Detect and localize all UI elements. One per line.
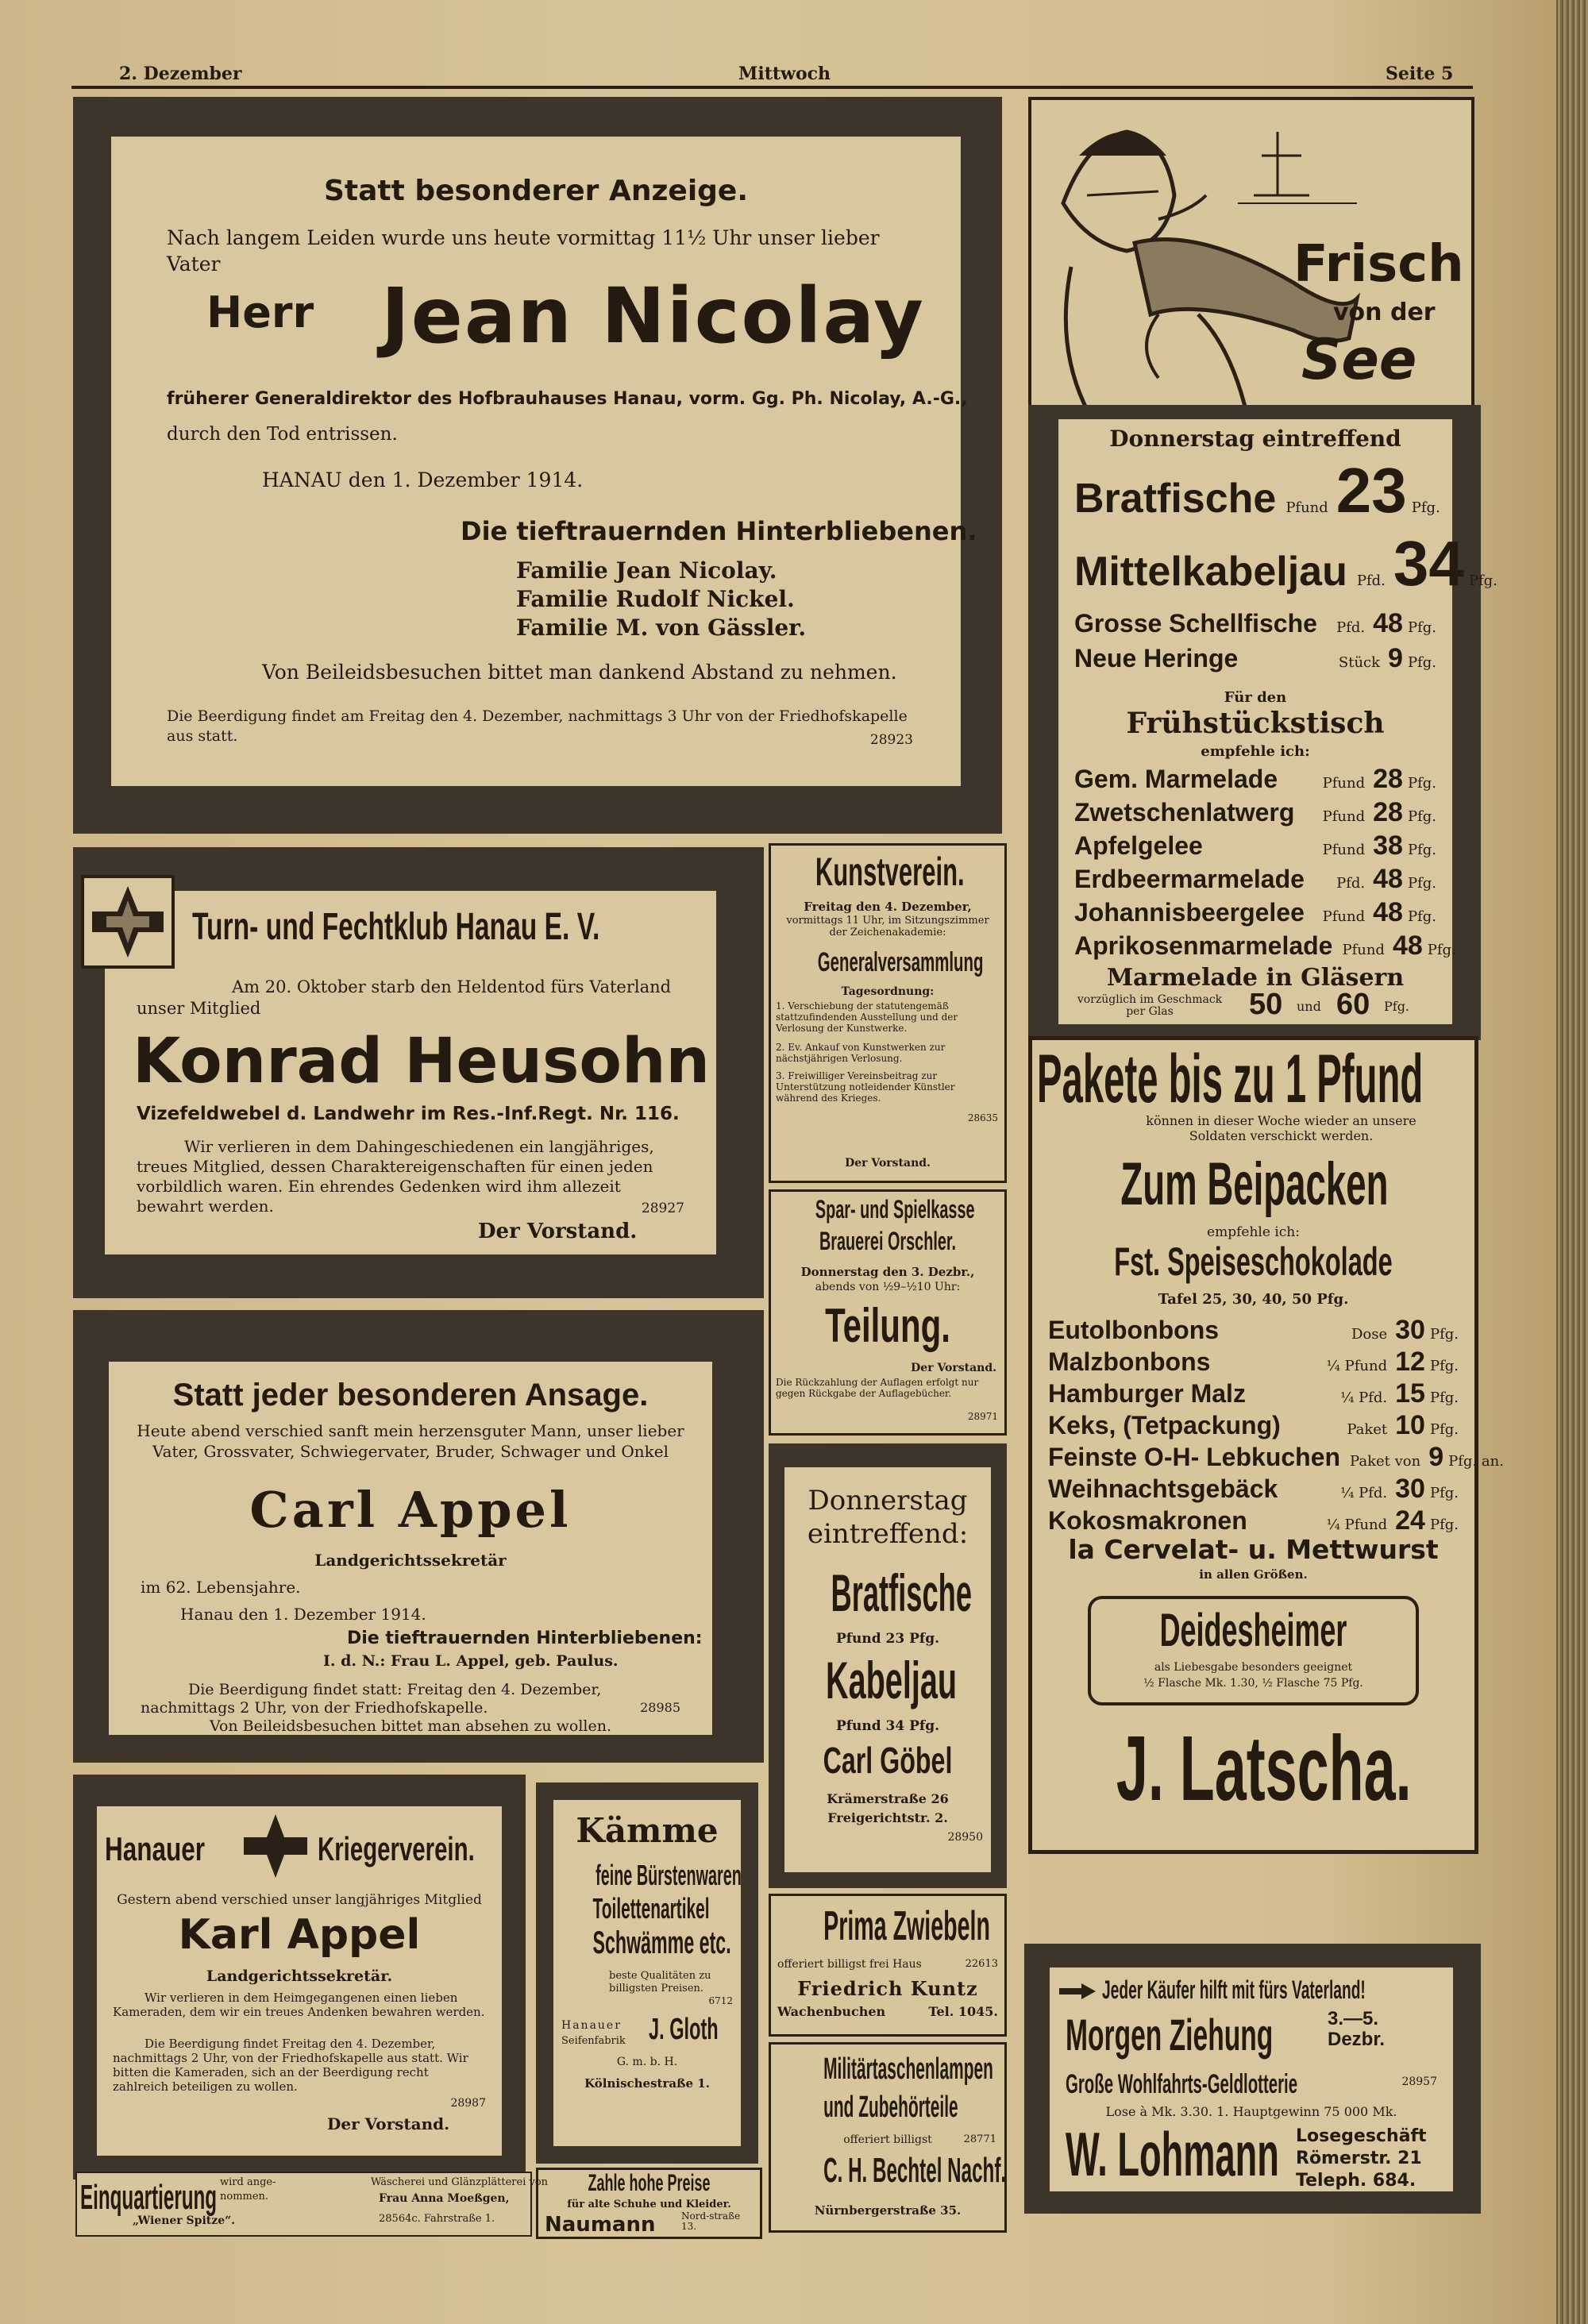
ad-appel-frame — [73, 1310, 764, 1763]
ad-goebel-addr1: Krämerstraße 26 — [827, 1791, 949, 1806]
ad-lohmann-dates: 3.—5. Dezbr. — [1328, 2008, 1386, 2051]
ad-lohmann-name: W. Lohmann — [1066, 2119, 1279, 2189]
item-currency: Pfg. — [1407, 908, 1436, 925]
ad-nicolay-intro: Nach langem Leiden wurde uns heute vormittag 11½ Uhr unser lieber Vater — [167, 226, 880, 276]
item-unit: Pfund — [1285, 499, 1328, 516]
ad-einquartierung-right2: Frau Anna Moeßgen, — [379, 2192, 510, 2205]
item-unit: ¼ Pfund — [1326, 1358, 1388, 1374]
ad-nicolay-role: früherer Generaldirektor des Hofbrauhauses Hanau, vorm. Gg. Ph. Nicolay, A.-G., — [167, 389, 968, 409]
item-price: 38 — [1373, 831, 1403, 861]
ad-frisch-breakfast-title: Frühstückstisch — [1126, 707, 1385, 740]
ad-nicolay-title: Statt besonderer Anzeige. — [323, 175, 749, 207]
ad-spar-title2: Brauerei Orschler. — [819, 1227, 957, 1255]
price-row — [1074, 643, 1436, 674]
ad-lohmann-lottery: Große Wohlfahrts-Geldlotterie — [1066, 2069, 1298, 2099]
ad-einquartierung-big: Einquartierung — [80, 2178, 218, 2217]
ad-kunstverein-item2: 2. Ev. Ankauf von Kunstwerken zur nächstjährigen Verlosung. — [776, 1042, 946, 1064]
item-currency: Pfg. — [1407, 619, 1436, 636]
item-name: Weihnachtsgebäck — [1048, 1474, 1278, 1503]
item-name: Bratfische — [1074, 476, 1277, 522]
ad-bechtel-title1: Militärtaschenlampen — [823, 2052, 993, 2086]
ad-lohmann-frame — [1024, 1944, 1481, 2214]
item-unit: Pfund — [1322, 808, 1366, 825]
ad-spar-body: Die Rückzahlung der Auflagen erfolgt nur gegen Rückgabe der Auflagebücher. — [776, 1377, 979, 1399]
iron-cross-icon — [240, 1810, 311, 1882]
item-currency: Pfg. — [1411, 499, 1440, 516]
ad-krieger-title-left: Hanauer — [105, 1830, 206, 1867]
item-name: Grosse Schellfische — [1074, 609, 1317, 638]
ad-krieger-code: 28987 — [450, 2097, 486, 2110]
ad-goebel-fish1: Bratfische — [831, 1563, 973, 1622]
ad-naumann-addr: Nord-straße 13. — [681, 2210, 741, 2233]
ad-krieger — [97, 1806, 502, 2156]
ad-kunstverein-subtitle: Generalversammlung — [817, 947, 984, 977]
ad-frisch-title1: Frisch — [1293, 235, 1464, 294]
ad-latscha-name: J. Latscha. — [1116, 1717, 1412, 1820]
ad-appel-widow: I. d. N.: Frau L. Appel, geb. Paulus. — [323, 1652, 619, 1670]
item-currency: Pfg. — [1429, 1485, 1459, 1501]
ad-frisch-breakfast-pre: Für den — [1224, 689, 1287, 706]
ad-appel-mourners: Die tieftrauernden Hinterbliebenen: — [347, 1628, 703, 1648]
ad-latscha-recommend: empfehle ich: — [1207, 1224, 1300, 1240]
ad-kaemme-line1: feine Bürstenwaren — [596, 1859, 742, 1891]
ad-goebel-addr2: Freigerichtstr. 2. — [827, 1810, 948, 1825]
item-unit: Pfund — [1322, 775, 1366, 792]
item-currency: Pfg. — [1407, 775, 1436, 792]
ad-frisch — [1058, 419, 1497, 1024]
item-price: 10 — [1395, 1410, 1425, 1440]
ad-bechtel — [769, 2042, 1007, 2233]
item-name: Erdbeermarmelade — [1074, 865, 1305, 893]
item-name: Mittelkabeljau — [1074, 549, 1347, 595]
item-unit: Pfund — [1342, 942, 1385, 958]
ad-nicolay-mourners: Die tieftrauernden Hinterbliebenen. — [461, 516, 977, 546]
price-row — [1048, 1442, 1504, 1473]
item-price: 9 — [1388, 643, 1403, 673]
ad-lohmann-prices: Lose à Mk. 3.30. 1. Hauptgewinn 75 000 Mk. — [1105, 2104, 1397, 2119]
ad-spar-big: Teilung. — [825, 1299, 950, 1352]
item-currency: Pfg. — [1468, 572, 1497, 589]
ad-appel — [109, 1362, 712, 1735]
page-edge — [1556, 0, 1588, 2324]
ad-goebel-line2: eintreffend: — [807, 1518, 969, 1550]
ad-krieger-body: Wir verlieren in dem Heimgegangenen einen lieben Kameraden, dem wir ein treues Andenken bewahren werden. — [113, 1991, 485, 2019]
ad-heusohn-club: Turn- und Fechtklub Hanau E. V. — [192, 906, 600, 948]
ad-bechtel-title2: und Zubehörteile — [823, 2091, 958, 2124]
price-row — [1048, 1505, 1459, 1536]
ad-appel-code: 28985 — [640, 1700, 680, 1715]
item-unit: Pfd. — [1336, 619, 1366, 636]
ad-spar-line1: Donnerstag den 3. Dezbr., — [800, 1265, 975, 1279]
ad-latscha-title: Pakete bis zu 1 Pfund — [1037, 1041, 1424, 1117]
price-row — [1048, 1378, 1459, 1409]
ad-goebel-code: 28950 — [947, 1831, 983, 1844]
ad-kunstverein-line1: Freitag den 4. Dezember, — [804, 900, 972, 914]
ad-frisch-jar-p2: 60 — [1336, 988, 1370, 1021]
price-row — [1048, 1410, 1459, 1441]
ad-latscha-choc-prices: Tafel 25, 30, 40, 50 Pfg. — [1158, 1291, 1349, 1308]
ad-goebel-frame — [769, 1443, 1007, 1888]
item-price: 9 — [1428, 1442, 1444, 1472]
ad-zwiebeln — [769, 1894, 1007, 2037]
ad-frisch-jar-title: Marmelade in Gläsern — [1106, 964, 1405, 992]
ad-kaemme-line2: Toilettenartikel — [592, 1892, 710, 1925]
price-row — [1074, 797, 1436, 828]
ad-appel-role: Landgerichtssekretär — [314, 1551, 507, 1570]
price-row — [1074, 831, 1436, 861]
item-price: 15 — [1395, 1378, 1425, 1409]
ad-spar-title1: Spar- und Spielkasse — [815, 1195, 975, 1224]
ad-zwiebeln-name: Friedrich Kuntz — [797, 1977, 978, 2000]
ad-naumann-name: Naumann — [545, 2213, 656, 2237]
ad-goebel-price2: Pfund 34 Pfg. — [835, 1718, 940, 1734]
ad-kunstverein-code: 28635 — [967, 1112, 998, 1123]
ad-nicolay-funeral: Die Beerdigung findet am Freitag den 4. Dezember, nachmittags 3 Uhr von der Friedhofskapelle aus statt. — [167, 707, 908, 745]
ad-nicolay-place: HANAU den 1. Dezember 1914. — [262, 468, 584, 491]
ad-zwiebeln-tel: Tel. 1045. — [928, 2004, 998, 2019]
ad-kaemme-code: 6712 — [708, 1995, 733, 2006]
ad-kaemme-line3: Schwämme etc. — [592, 1925, 731, 1960]
ad-zwiebeln-town: Wachenbuchen — [777, 2004, 886, 2019]
ad-heusohn-body: Wir verlieren in dem Dahingeschiedenen ein langjähriges, treues Mitglied, dessen Charaktereigenschaften für einen jeden vorbildlich waren. Ein ehrendes Gedenken wird ihm allezeit bewahrt werden. — [137, 1137, 654, 1216]
item-price: 30 — [1395, 1315, 1425, 1345]
ad-zwiebeln-title: Prima Zwiebeln — [823, 1903, 990, 1949]
ad-spar-line2: abends von ½9–½10 Uhr: — [815, 1281, 961, 1293]
price-row — [1074, 608, 1436, 639]
item-name: Malzbonbons — [1048, 1347, 1211, 1376]
price-row — [1048, 1315, 1459, 1346]
item-currency: Pfg. — [1429, 1421, 1459, 1438]
header-page: Seite 5 — [1386, 64, 1454, 84]
ad-appel-condolence: Von Beileidsbesuchen bittet man absehen zu wollen. — [209, 1717, 612, 1735]
price-row — [1048, 1474, 1459, 1505]
ad-kunstverein-title: Kunstverein. — [815, 850, 965, 894]
ad-nicolay-torn: durch den Tod entrissen. — [167, 424, 398, 445]
price-row — [1074, 527, 1497, 600]
ad-latscha-wine-price: ½ Flasche Mk. 1.30, ½ Flasche 75 Pfg. — [1143, 1677, 1363, 1690]
ad-einquartierung-left2: nommen. — [220, 2191, 269, 2203]
ad-kaemme — [553, 1800, 741, 2146]
ad-frisch-jar-p1: 50 — [1249, 988, 1283, 1021]
ad-heusohn — [105, 891, 716, 1254]
ad-latscha-sausage: la Cervelat- u. Mettwurst — [1068, 1534, 1439, 1565]
ad-kaemme-name: J. Gloth — [649, 2013, 719, 2046]
item-price: 34 — [1393, 528, 1464, 599]
price-row — [1074, 931, 1456, 962]
ad-heusohn-frame — [73, 847, 764, 1298]
ad-krieger-intro: Gestern abend verschied unser langjähriges Mitglied — [117, 1892, 482, 1908]
ad-appel-name: Carl Appel — [249, 1481, 572, 1539]
ad-lohmann-addr2: Römerstr. 21 — [1296, 2149, 1422, 2168]
item-name: Hamburger Malz — [1048, 1379, 1246, 1408]
ad-spar-code: 28971 — [967, 1411, 998, 1422]
header-date: 2. Dezember — [119, 64, 242, 84]
item-currency: Pfg. — [1407, 875, 1436, 892]
ad-latscha-subtitle: können in dieser Woche wieder an unsere Soldaten verschickt werden. — [1146, 1113, 1416, 1144]
item-name: Zwetschenlatwerg — [1074, 798, 1295, 827]
price-row — [1074, 454, 1440, 527]
ad-frisch-banner — [1028, 97, 1474, 421]
item-name: Keks, (Tetpackung) — [1048, 1411, 1281, 1439]
ad-zwiebeln-line1: offeriert billigst frei Haus — [777, 1958, 922, 1971]
header-rule — [71, 86, 1473, 89]
item-name: Apfelgelee — [1074, 831, 1203, 860]
ad-heusohn-sign: Der Vorstand. — [478, 1220, 638, 1243]
item-currency: Pfg. — [1407, 808, 1436, 825]
ad-kunstverein-sign: Der Vorstand. — [845, 1157, 931, 1170]
ad-latscha-big: Zum Beipacken — [1120, 1150, 1389, 1218]
ad-krieger-role: Landgerichtssekretär. — [206, 1967, 393, 1985]
ad-kunstverein-line2: vormittags 11 Uhr, im Sitzungszimmer der Zeichenakademie: — [786, 915, 989, 938]
ad-nicolay — [111, 137, 977, 786]
item-currency: Pfg. — [1429, 1389, 1459, 1406]
item-unit: Pfd. — [1336, 875, 1366, 892]
item-currency: Pfg. — [1407, 842, 1436, 858]
ad-frisch-jar-und: und — [1297, 999, 1321, 1014]
item-name: Neue Heringe — [1074, 644, 1239, 673]
item-price: 28 — [1373, 764, 1403, 794]
item-name: Kokosmakronen — [1048, 1506, 1247, 1535]
ad-nicolay-family1: Familie Jean Nicolay. — [516, 557, 777, 584]
ad-heusohn-intro: Am 20. Oktober starb den Heldentod fürs Vaterland unser Mitglied — [137, 977, 672, 1019]
ad-krieger-frame — [73, 1775, 526, 2179]
ad-frisch-breakfast-post: empfehle ich: — [1201, 743, 1310, 760]
ad-bechtel-code: 28771 — [963, 2133, 996, 2145]
ad-heusohn-name: Konrad Heusohn — [133, 1026, 711, 1097]
ad-lohmann-top: Jeder Käufer hilft mit fürs Vaterland! — [1102, 1975, 1366, 2004]
ad-frisch-jar-pf: Pfg. — [1384, 999, 1410, 1014]
ad-appel-place: Hanau den 1. Dezember 1914. — [180, 1605, 426, 1624]
ad-kaemme-left2: Seifenfabrik — [561, 2035, 626, 2047]
ad-bechtel-name: C. H. Bechtel Nachf. — [823, 2151, 1007, 2190]
ad-spar-sign: Der Vorstand. — [911, 1362, 996, 1374]
ad-spar — [769, 1189, 1007, 1436]
ad-latscha-wine-box — [1088, 1596, 1419, 1705]
item-unit: Stück — [1338, 654, 1381, 671]
item-price: 48 — [1373, 608, 1403, 638]
item-price: 12 — [1395, 1347, 1425, 1377]
ad-einquartierung-left3: „Wiener Spitze“. — [133, 2214, 236, 2227]
ad-kaemme-gmbh: G. m. b. H. — [616, 2056, 678, 2068]
ad-frisch-frame — [1028, 405, 1497, 1040]
ad-frisch-jar-line: vorzüglich im Geschmack per Glas — [1077, 993, 1223, 1019]
ad-nicolay-frame — [73, 97, 1002, 834]
ad-krieger-title-right: Kriegerverein. — [318, 1830, 475, 1867]
ad-zwiebeln-code: 22613 — [965, 1958, 998, 1970]
ad-einquartierung-right3: 28564c. Fahrstraße 1. — [379, 2213, 495, 2225]
ad-kunstverein — [769, 843, 1007, 1183]
ad-kunstverein-agenda: Tagesordnung: — [841, 985, 935, 998]
ad-appel-funeral: Die Beerdigung findet statt: Freitag den 4. Dezember, nachmittags 2 Uhr, von der Friedhofskapelle. — [141, 1681, 602, 1717]
ad-appel-age: im 62. Lebensjahre. — [141, 1578, 301, 1597]
ad-kaemme-title: Kämme — [576, 1811, 719, 1850]
item-currency: Pfg. an. — [1448, 1453, 1504, 1470]
ad-nicolay-herr: Herr — [206, 287, 314, 337]
item-unit: Pfund — [1322, 908, 1366, 925]
ad-frisch-title2: von der — [1333, 299, 1436, 326]
ad-krieger-funeral: Die Beerdigung findet Freitag den 4. Dezember, nachmittags 2 Uhr, von der Friedhofskapelle aus statt. Wir bitten die Kameraden, sich an der Beerdigung recht zahlreich beteiligen zu wollen. — [113, 2037, 468, 2094]
iron-cross-icon — [81, 875, 175, 969]
item-unit: ¼ Pfd. — [1339, 1485, 1388, 1501]
ad-kaemme-line4: beste Qualitäten zu billigsten Preisen. — [609, 1970, 711, 1994]
item-unit: Paket — [1347, 1421, 1388, 1438]
ad-appel-title: Statt jeder besonderen Ansage. — [172, 1378, 649, 1413]
item-unit: Paket von — [1350, 1453, 1421, 1470]
item-unit: Dose — [1351, 1326, 1388, 1343]
ad-kunstverein-item1: 1. Verschiebung der statutengemäß stattzufindenden Ausstellung und der Verlosung der Kunstwerke. — [776, 1000, 958, 1034]
ad-krieger-name: Karl Appel — [178, 1911, 421, 1959]
item-price: 48 — [1392, 931, 1423, 961]
ad-nicolay-family3: Familie M. von Gässler. — [516, 615, 807, 641]
item-price: 48 — [1373, 864, 1403, 894]
price-row — [1074, 864, 1436, 895]
pointing-hand-icon — [1058, 1982, 1097, 2001]
ad-frisch-subtitle: Donnerstag eintreffend — [1109, 426, 1401, 452]
ad-einquartierung-right1: Wäscherei und Glänzplätterei von — [371, 2176, 549, 2188]
ad-einquartierung-left1: wird ange- — [220, 2176, 276, 2188]
header-day: Mittwoch — [738, 64, 831, 84]
ad-latscha-choc: Fst. Speiseschokolade — [1114, 1239, 1393, 1284]
ad-nicolay-code: 28923 — [869, 732, 913, 748]
item-currency: Pfg. — [1427, 942, 1456, 958]
ad-goebel-name: Carl Göbel — [823, 1740, 953, 1781]
item-price: 48 — [1373, 897, 1403, 927]
ad-lohmann — [1050, 1967, 1453, 2191]
ad-latscha — [1028, 1036, 1504, 1854]
ad-nicolay-condolence: Von Beileidsbesuchen bittet man dankend Abstand zu nehmen. — [262, 661, 897, 684]
ad-naumann — [536, 2168, 762, 2239]
item-name: Aprikosenmarmelade — [1074, 931, 1333, 960]
ad-krieger-sign: Der Vorstand. — [327, 2114, 450, 2133]
price-row — [1074, 764, 1436, 795]
item-price: 30 — [1395, 1474, 1425, 1504]
item-unit: Pfund — [1322, 842, 1366, 858]
item-price: 24 — [1395, 1505, 1425, 1536]
ad-appel-intro: Heute abend verschied sanft mein herzensguter Mann, unser lieber Vater, Grossvater, Schwiegervater, Bruder, Schwager und Onkel — [137, 1421, 684, 1461]
price-row — [1074, 897, 1436, 928]
ad-kunstverein-item3: 3. Freiwilliger Vereinsbeitrag zur Unterstützung notleidender Künstler während des Krieges. — [776, 1070, 955, 1104]
ad-einquartierung — [75, 2172, 549, 2237]
ad-heusohn-code: 28927 — [641, 1201, 684, 1216]
ad-goebel — [784, 1467, 991, 1872]
price-row — [1048, 1347, 1459, 1378]
ad-naumann-line1: für alte Schuhe und Kleider. — [567, 2199, 731, 2210]
item-currency: Pfg. — [1429, 1358, 1459, 1374]
ad-naumann-title: Zahle hohe Preise — [588, 2170, 711, 2196]
ad-bechtel-addr: Nürnbergerstraße 35. — [814, 2203, 962, 2218]
ad-kaemme-addr: Kölnischestraße 1. — [584, 2076, 710, 2091]
item-price: 23 — [1336, 455, 1407, 526]
item-unit: Pfd. — [1356, 572, 1386, 589]
ad-lohmann-big: Morgen Ziehung — [1066, 2010, 1274, 2060]
ad-latscha-sausage-sub: in allen Größen. — [1199, 1567, 1308, 1582]
ad-nicolay-family2: Familie Rudolf Nickel. — [516, 586, 795, 612]
item-currency: Pfg. — [1429, 1517, 1459, 1533]
ad-goebel-price1: Pfund 23 Pfg. — [835, 1631, 940, 1647]
item-price: 28 — [1373, 797, 1403, 827]
ad-latscha-wine: Deidesheimer — [1159, 1605, 1347, 1656]
ad-latscha-wine-sub: als Liebesgabe besonders geeignet — [1154, 1661, 1353, 1674]
ad-kaemme-left1: Hanauer — [561, 2019, 622, 2032]
item-name: Eutolbonbons — [1048, 1316, 1220, 1344]
ad-frisch-title3: See — [1301, 327, 1417, 392]
item-unit: ¼ Pfund — [1326, 1517, 1388, 1533]
ad-bechtel-line1: offeriert billigst — [843, 2133, 932, 2146]
item-name: Johannisbeergelee — [1074, 898, 1305, 927]
ad-goebel-line1: Donnerstag — [807, 1485, 968, 1517]
ad-lohmann-addr1: Losegeschäft — [1296, 2126, 1427, 2146]
ad-kaemme-frame — [536, 1783, 758, 2164]
item-currency: Pfg. — [1429, 1326, 1459, 1343]
item-name: Gem. Marmelade — [1074, 765, 1278, 793]
item-unit: ¼ Pfd. — [1339, 1389, 1388, 1406]
ad-nicolay-name: Jean Nicolay — [381, 272, 925, 360]
ad-heusohn-rank: Vizefeldwebel d. Landwehr im Res.-Inf.Regt. Nr. 116. — [137, 1104, 680, 1124]
item-currency: Pfg. — [1407, 654, 1436, 671]
ad-lohmann-addr3: Teleph. 684. — [1296, 2171, 1416, 2191]
ad-lohmann-code: 28957 — [1401, 2075, 1437, 2088]
item-name: Feinste O-H- Lebkuchen — [1048, 1443, 1341, 1471]
ad-goebel-fish2: Kabeljau — [826, 1651, 958, 1709]
